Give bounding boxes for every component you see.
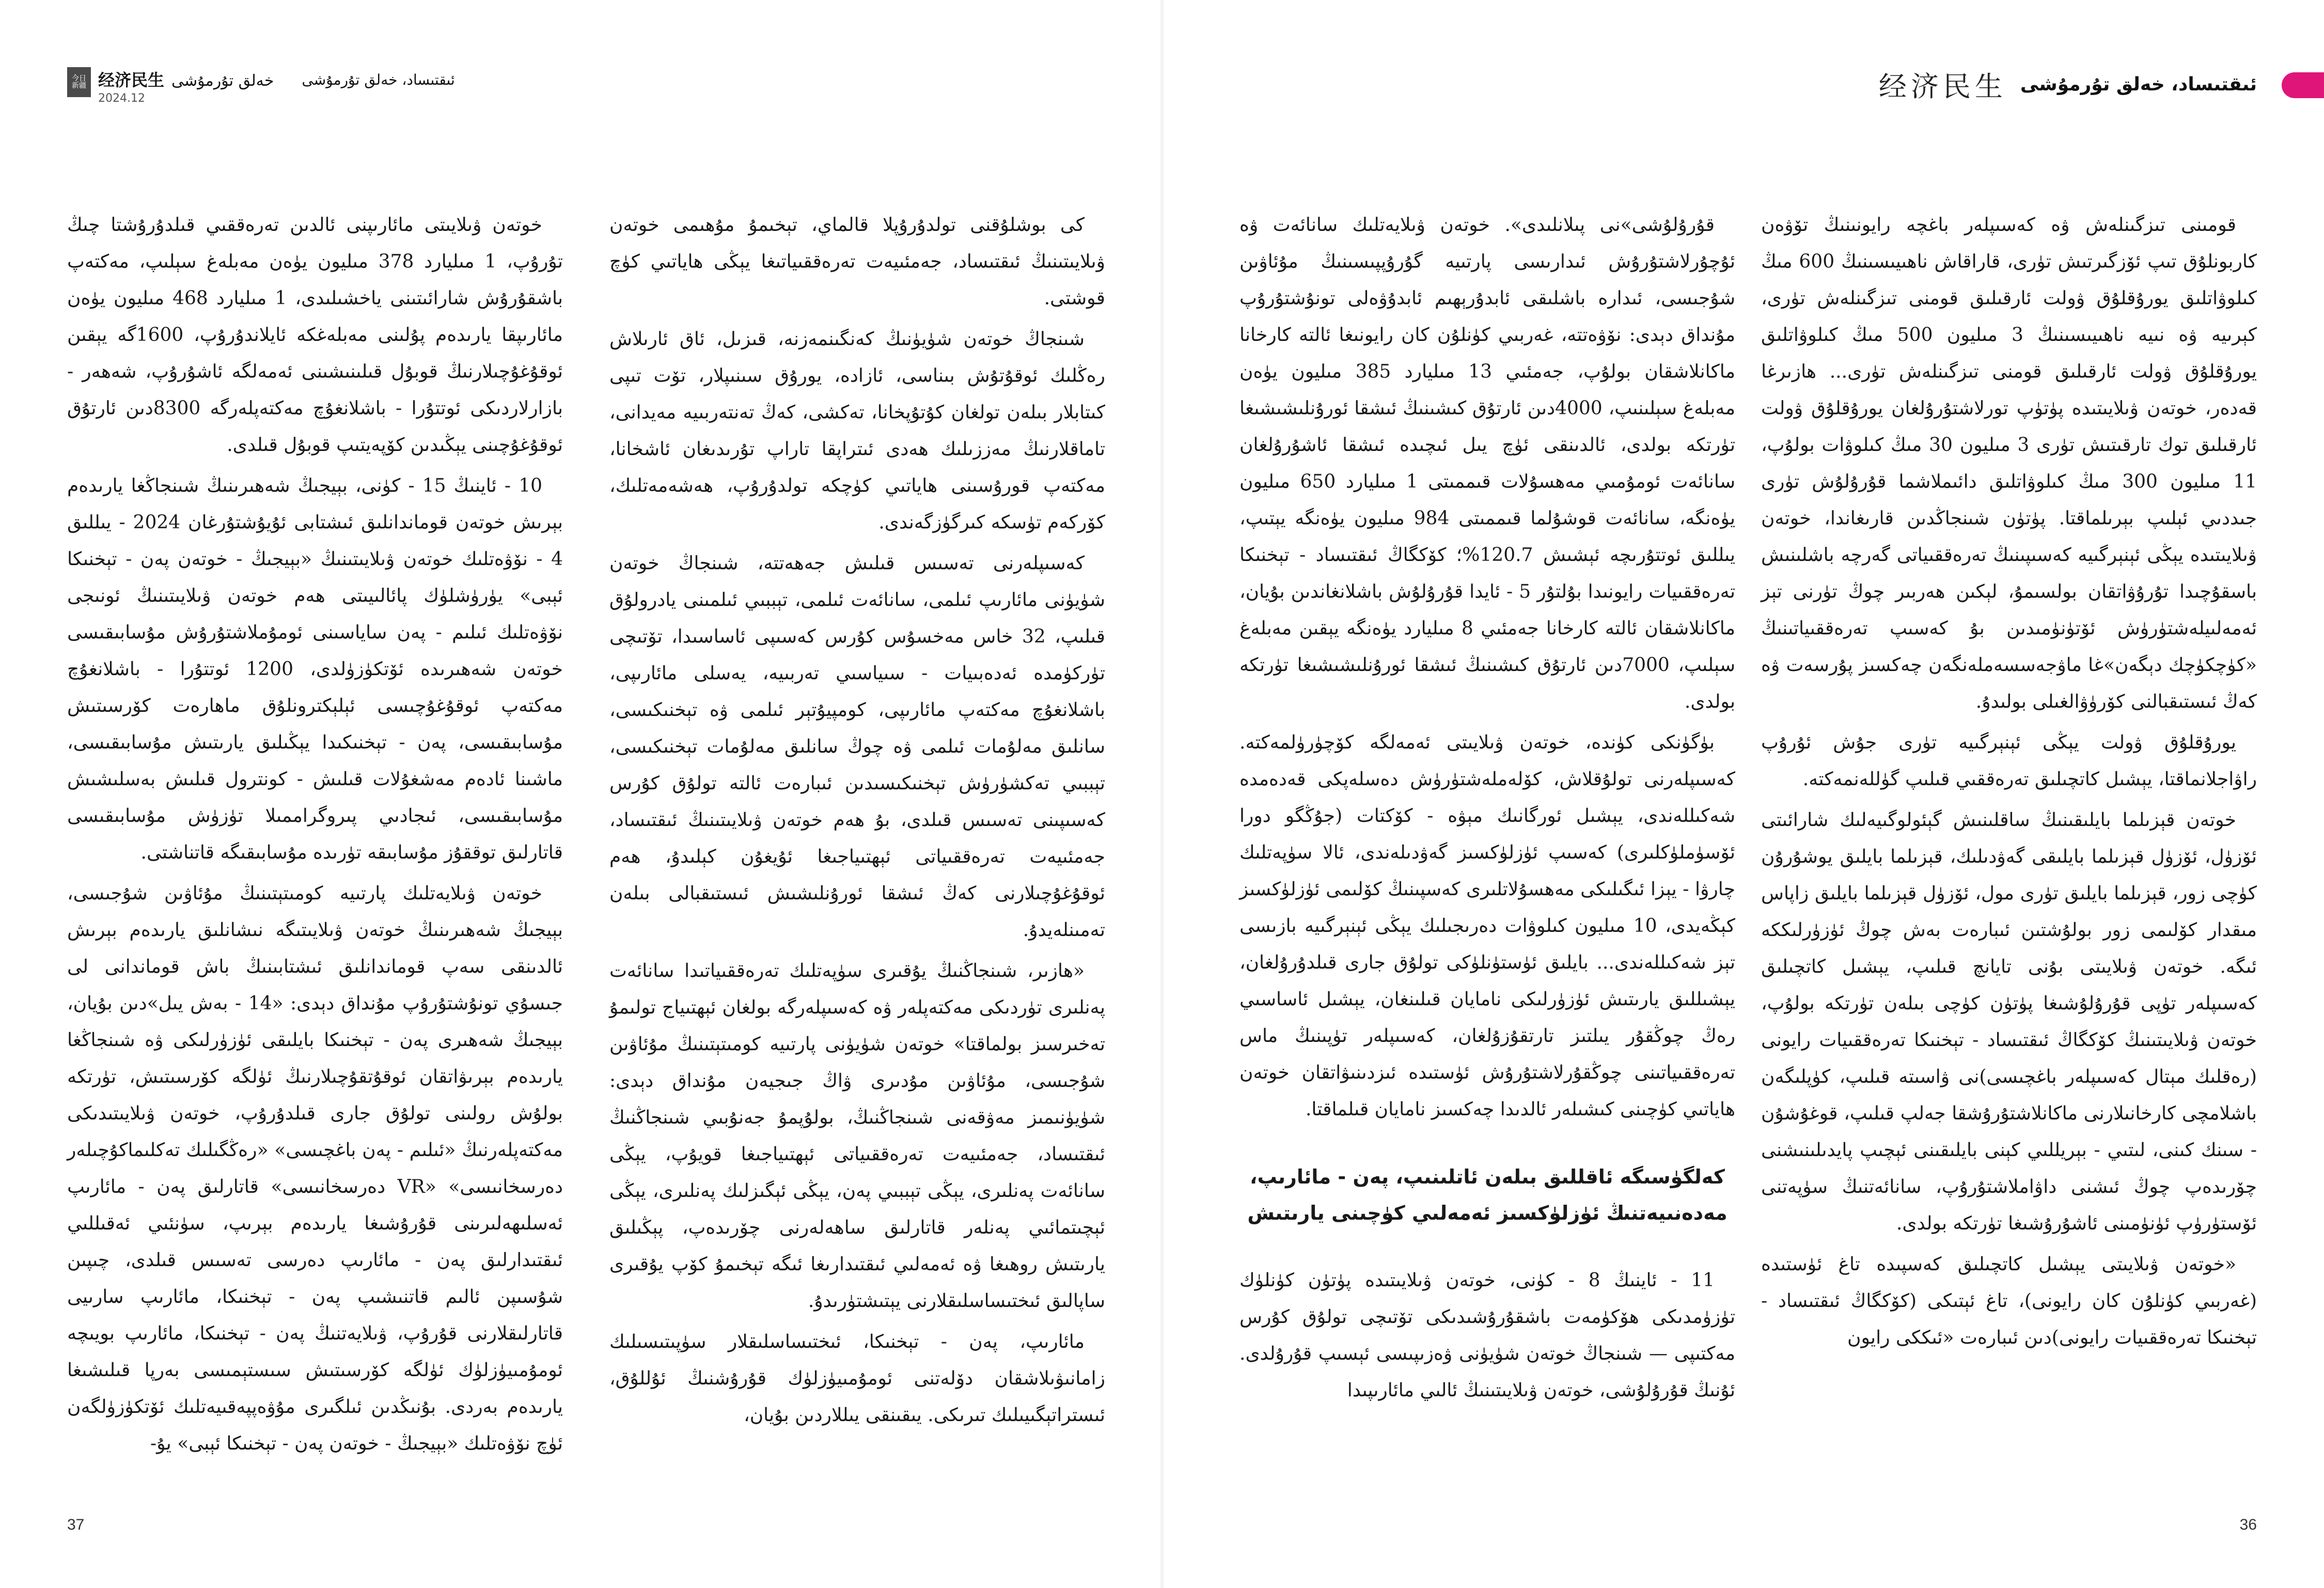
paragraph: مائارىپ، پەن - تېخنىكا، ئىختىساسلىقلار سۈپىتىسىلىك زامانىۋىلاشقان دۆلەتنى ئومۇمىيۈزلۈك قۇرۇشنىڭ ئۇللۇق، ئىستراتېگىيىلىك تىرىكى. يىقىنقى يىللاردىن بۇيان،: [609, 1331, 1105, 1426]
paragraph: خوتەن ۋىلايەتلىك پارتىيە كومىتېتىنىڭ مۇئاۋىن شۇجىسى، بېيجىڭ شەھىرىنىڭ خوتەن ۋىلايىتىگە نىشانلىق يارىدەم بېرىش ئالدىنقى سەپ قوماندانلىق ئىشتابىنىڭ باش قوماندانى لى جىسۇي تونۇشتۇرۇپ مۇنداق دېدى: «14 - بەش يىل»دىن بۇيان، بېيجىڭ شەھىرى پەن - تېخنىكا بايلىقى ئۈزۈرلىكى ۋە شىنجاڭغا يارىدەم بېرىۋاتقان ئوقۇتقۇچىلارنىڭ ئۈلگە كۆرسىتىش، تۈرتكە بولۇش رولىنى تولۇق جارى قىلدۇرۇپ، خوتەن ۋىلايىتىدىكى مەكتەپلەرنىڭ «ئىلىم - پەن باغچىسى» «رەڭگىلىك تەكلىماكۇچىلەر دەرسخانىسى» «VR دەرسخانىسى» قاتارلىق پەن - مائارىپ ئەسلىھەلىرىنى قۇرۇشىغا يارىدەم بېرىپ، سۈنئىي ئەقىللىي ئىقتىدارلىق پەن - مائارىپ دەرسى تەسىس قىلدى، چىپىن شۇسىپن ئالىم قاتنىشىپ پەن - تېخنىكا، مائارىپ سارىيى قاتارلىقلارنى قۇرۇپ، ۋىلايەتنىڭ پەن - تېخنىكا، مائارىپ بويىچە ئومۇمىيۈزلۈك ئۈلگە كۆرسىتىش سىستېمىسى بەرپا قىلىشىغا يارىدەم بەردى. بۇنىڭدىن ئىلگىرى مۇۋەپپەقىيەتلىك ئۆتكۈزۈلگەن ئۈچ نۆۋەتلىك «بېيجىڭ - خوتەن پەن - تېخنىكا ئېبى» يۇ-: [67, 883, 563, 1454]
left-header-titleblock: [98, 67, 274, 105]
paragraph: شىنجاڭ خوتەن شۈيۈنىڭ كەنگىنمەزنە، قىزىل، ئاق ئارىلاش رەڭلىك ئوقۇتۇش بىناسى، ئازادە، يورۇق سىنىپلار، تۆت تىپى كىتابلار بىلەن تولغان كۇتۇپخانا، تەكشى، كەڭ تەنتەربىيە مەيدانى، تاماقلارنىڭ مەززىلىك ھەدى ئىتراپقا تاراپ تۇرىدىغان ئاشخانا، مەكتەپ قورۇسىنى ھاياتىي كۈچكە تولدۇرۇپ، ھەشەمەتلىك، كۆركەم تۈسكە كىرگۈزگەندى.: [609, 329, 1105, 533]
magazine-title-ug: خەلق تۇرمۇشى: [171, 72, 274, 90]
section-title: ئىقتىساد، خەلق تۇرمۇشى: [2020, 74, 2257, 95]
issue-date: 2024.12: [98, 92, 145, 105]
text-column: [1761, 207, 2257, 1360]
logo-line-1: 今日: [72, 74, 86, 83]
left-header: [67, 67, 455, 103]
section-heading: كەلگۈسىگە ئاقللىق بىلەن ئاتلىنىپ، پەن - مائارىپ، مەدەنىيەتنىڭ ئۈزلۈكسىز ئەمەلىي كۈچىنى يارىتىش: [1247, 1165, 1728, 1224]
page-number: 36: [2239, 1516, 2257, 1533]
paragraph: قومىنى تىزگىنلەش ۋە كەسىپلەر باغچە رايونىنىڭ تۆۋەن كاربونلۇق تىپ ئۆزگىرتىش تۈرى، قاراقاش ناھىيىسىنىڭ 600 مىڭ كىلوۋاتلىق يورۇقلۇق ۋولت ئارقىلىق قومنى تىزگىنلەش تۈرى، كېرىيە ۋە نىيە ناھىيىسىنىڭ 3 مىليون 500 مىڭ كىلوۋاتلىق يورۇقلۇق ۋولت ئارقىلىق قومنى تىزگىنلەش تۈرى... ھازىرغا قەدەر، خوتەن ۋىلايىتىدە پۈتۈپ تورلاشتۇرۇلغان يورۇقلۇق ۋولت ئارقىلىق توك تارقىتىش تۈرى 3 مىليون 30 مىڭ كىلوۋات بولۇپ، 11 مىليون 300 مىڭ كىلوۋاتلىق دائىملاشما قۇرۇلۇش تۈرى جىددىي ئېلىپ بېرىلماقتا. پۈتۈن شىنجاڭدىن قارىغاندا، خوتەن ۋىلايىتىدە يېڭى ئېنېرگىيە كەسىپىنىڭ تەرەققىياتى گەرچە باشلىنىش باسقۇچىدا تۇرۇۋاتقان بولسىمۇ، لېكىن ھەربىر چوڭ تۈرنى تېز ئەمەلىيلەشتۈرۈش ئۆتۈنۈمىدىن بۇ كەسىپ تەرەققىياتىنىڭ «كۈچكۈچك دېگەن»غا ماۋجەسسەملەنگەن چەكسىز پۇرسەت ۋە كەڭ ئىستىقبالنى كۆرۈۋالغىلى بولىدۇ.: [1761, 214, 2257, 712]
magazine-logo: [67, 67, 91, 97]
paragraph: «خوتەن ۋىلايىتى يېشىل كاتچىلىق كەسپىدە تاغ ئۈستىدە (غەربىي كۈنلۇن كان رايونى)، تاغ ئېتىكى (كۆكگاڭ ئىقتىساد - تېخنىكا تەرەققىيات رايونى)دىن ئىبارەت «ئىككى رايون: [1761, 1254, 2257, 1348]
magazine-title-zh: 经济民生: [1878, 70, 2007, 103]
paragraph: يورۇقلۇق ۋولت يېڭى ئېنېرگىيە تۈرى جۇش ئۇرۇپ راۋاجلانماقتا، يېشىل كاتچىلىق تەرەققىي قىلىپ گۈللەنمەكتە.: [1761, 732, 2257, 790]
paragraph: 11 - ئاينىڭ 8 - كۈنى، خوتەن ۋىلايىتىدە پۈتۈن كۈنلۈك تۈزۈمدىكى ھۆكۈمەت باشقۇرۇشىدىكى تۆتىچى تولۇق كۇرس مەكتىپى — شىنجاڭ خوتەن شۈيۈنى ۋەزىپىسى ئېسىپ قۇرۇلدى. ئۇنىڭ قۇرۇلۇشى، خوتەن ۋىلايىتىنىڭ ئالىي مائارىپىدا: [1239, 1270, 1735, 1401]
logo-line-2: 新疆: [72, 82, 86, 90]
paragraph: خوتەن قېزىلما بايلىقىنىڭ ساقلىنىش گېئولوگىيەلىك شارائىتى ئۆزۈل، ئۆزۈل قېزىلما بايلىقى گەۋدىلىك، قېزىلما بايلىق يوشۇرۇن كۈچى زور، قېزىلما بايلىق تۈرى مول، ئۆزۈل قېزىلما بايلىق زاپاس مىقدار كۆلىمى زور بولۇشتىن ئىبارەت بەش چوڭ ئۈزۈرلىككە ئىگە. خوتەن ۋىلايىتى بۇنى تايانچ قىلىپ، يېشىل كاتچىلىق كەسىپلەر تۈپى قۇرۇلۇشىغا پۈتۈن كۈچى بىلەن تۈرتكە بولۇپ، خوتەن ۋىلايىتىنىڭ كۆكگاڭ ئىقتىساد - تېخنىكا تەرەققىيات رايونى (رەقلىك مېتال كەسىپلەر باغچىسى)نى ۋاسىتە قىلىپ، كۈپلىگەن باشلامچى كارخانىلارنى ماكانلاشتۇرۇشقا جەلپ قىلىپ، قوغۇشۇن - سىنك كىنى، لىتىي - بېريللىي كېنى بايلىقىنى ئېچىپ پايدىلىنىشنى چۆرىدەپ چوڭ ئىشنى داۋاملاشتۇرۇپ، سانائەتنىڭ سۈپەتنى ئۆستۈرۈپ ئۈنۈمىنى ئاشۇرۇشىغا تۈرتكە بولدى.: [1761, 809, 2257, 1234]
right-header: [1879, 65, 2257, 104]
paragraph: خوتەن ۋىلايىتى مائارىپنى ئالدىن تەرەققىي قىلدۇرۇشتا چىڭ تۇرۇپ، 1 مىليارد 378 مىليون يۈەن مەبلەغ سېلىپ، مەكتەپ باشقۇرۇش شارائىتىنى ياخشىلىدى، 1 مىليارد 468 مىليون يۈەن مائارىپقا يارىدەم پۇلىنى مەبلەغكە ئايلاندۇرۇپ، 1600گە يېقىن ئوقۇغۇچىلارنىڭ قوبۇل قىلىنىشىنى ئەمەلگە ئاشۇرۇپ، شەھەر - بازارلاردىكى ئوتتۇرا - باشلانغۇچ مەكتەپلەرگە 8300دىن ئارتۇق ئوقۇغۇچىنى يېڭىدىن كۆپەيتىپ قوبۇل قىلدى.: [67, 214, 563, 456]
text-column: [609, 207, 1105, 1438]
paragraph: قۇرۇلۇشى»نى پىلانلىدى». خوتەن ۋىلايەتلىك سانائەت ۋە ئۇچۇرلاشتۇرۇش ئىدارىسى پارتىيە گۇرۇپپىسىنىڭ مۇئاۋىن شۇجىسى، ئىدارە باشلىقى ئابدۇرېھىم ئابدۇۋەلى تونۇشتۇرۇپ مۇنداق دېدى: نۆۋەتتە، غەربىي كۈنلۇن كان رايونىغا ئالتە كارخانا ماكانلاشقان بولۇپ، جەمئىي 13 مىليارد 385 مىليون يۈەن مەبلەغ سېلىنىپ، 4000دىن ئارتۇق كىشىنىڭ ئىشقا ئورۇنلىشىشىغا تۈرتكە بولدى، ئالدىنقى ئۈچ يىل ئىچىدە ئىشقا ئاشۇرۇلغان سانائەت ئومۇمىي مەھسۇلات قىممىتى 1 مىليارد 650 مىليون يۈەنگە، سانائەت قوشۇلما قىممىتى 984 مىليون يۈەنگە يېتىپ، يىللىق ئوتتۇرىچە ئېشىش 120.7%؛ كۆكگاڭ ئىقتىساد - تېخنىكا تەرەققىيات رايونىدا بۇلتۇر 5 - ئايدا قۇرۇلۇش باشلانغاندىن بۇيان، ماكانلاشقان ئالتە كارخانا جەمئىي 8 مىليارد يۈەنگە يېقىن مەبلەغ سېلىپ، 7000دىن ئارتۇق كىشىنىڭ ئىشقا ئورۇنلىشىشىغا تۈرتكە بولدى.: [1239, 214, 1736, 712]
paragraph: كەسىپلەرنى تەسىس قىلىش جەھەتتە، شىنجاڭ خوتەن شۈيۈنى مائارىپ ئىلمى، سانائەت ئىلمى، تېببىي ئىلمىنى يادرولۇق قىلىپ، 32 خاس مەخسۇس كۇرس كەسىپى ئاساسىدا، تۆتىچى تۈركۈمدە ئەدەبىيات - سىياسىي تەربىيە، يەسلى مائارىپى، باشلانغۇچ مەكتەپ مائارىپى، كومپيۇتېر ئىلمى ۋە تېخنىكىسى، سانلىق مەلۇمات ئىلمى ۋە چوڭ سانلىق مەلۇمات تېخنىكىسى، تېببىي تەكشۈرۈش تېخنىكىسىدىن ئىبارەت ئالتە تولۇق كۇرس كەسىپىنى تەسىس قىلدى، بۇ ھەم خوتەن ۋىلايىتىنىڭ ئىقتىساد، جەمئىيەت تەرەققىياتى ئېھتىياجىغا ئۇيغۇن كېلىدۇ، ھەم ئوقۇغۇچىلارنى كەڭ ئىشقا ئورۇنلىشىش ئىستىقبالى بىلەن تەمىنلەيدۇ.: [609, 553, 1105, 941]
paragraph: «ھازىر، شىنجاڭنىڭ يۇقىرى سۈپەتلىك تەرەققىياتىدا سانائەت پەنلىرى تۈردىكى مەكتەپلەر ۋە كەسىپلەرگە بولغان ئېھتىياج تولىمۇ تەخىرسىز بولماقتا» خوتەن شۈيۈنى پارتىيە كومىتېتىنىڭ مۇئاۋىن شۇجىسى، مۇئاۋىن مۇدىرى ۋاڭ جىجيەن مۇنداق دېدى: شۈيۈنىمىز مەۋقەنى شىنجاڭنىڭ، بولۇپمۇ جەنۇبىي شىنجاڭنىڭ ئىقتىساد، جەمئىيەت تەرەققىياتى ئېھتىياجىغا قويۇپ، يېڭى سانائەت پەنلىرى، يېڭى تېببىي پەن، يېڭى ئېگىزلىك پەنلىرى، يېڭى ئېچىتمائىي پەنلەر قاتارلىق ساھەلەرنى چۆرىدەپ، پېڭىلىق يارىتىش روھىغا ۋە ئەمەلىي ئىقتىدارىغا ئىگە تېخىمۇ كۆپ يۇقىرى ساپالىق ئىختىساسلىقلارنى يېتىشتۈرىدۇ.: [609, 960, 1105, 1312]
paragraph: بۈگۈنكى كۈندە، خوتەن ۋىلايىتى ئەمەلگە كۆچۈرۈلمەكتە. كەسىپلەرنى تولۇقلاش، كۆلەملەشتۈرۈش دەسلەپكى قەدەمدە شەكىللەندى، يېشىل ئورگانىك مېۋە - كۆكتات (جۇڭگو دورا ئۆسۈملۈكلىرى) كەسىپ ئۈزلۈكسىز گەۋدىلەندى، ئالا سۈپەتلىك چارۋا - يېزا ئىگىلىكى مەھسۇلاتلىرى كەسپىنىڭ كۆلىمى ئۈزلۈكسىز كېڭەيدى، 10 مىليون كىلوۋات دەرىجىلىك يېڭى ئېنېرگىيە بازىسى تېز شەكىللەندى... بايلىق ئۈستۈنلۈكى تولۇق جارى قىلدۇرۇلغان، يېشىللىق يارىتىش ئۈزۈرلىكى نامايان قىلىنغان، يېشىل ئاساسىي رەڭ چوڭقۇر يىلتىز تارتقۇزۇلغان، كەسىپلەر تۈپىنىڭ ماس تەرەققىياتىنى چوڭقۇرلاشتۇرۇش ئۈستىدە ئىزدىنىۋاتقان خوتەن ھاياتىي كۈچىنى كىشىلەر ئالدىدا چەكسىز نامايان قىلماقتا.: [1239, 732, 1735, 1120]
paragraph: كى بوشلۇقنى تولدۇرۇپلا قالماي، تېخىمۇ مۇھىمى خوتەن ۋىلايىتىنىڭ ئىقتىساد، جەمئىيەت تەرەققىياتىغا يېڭى ھاياتىي كۈچ قوشتى.: [609, 214, 1105, 309]
paragraph: 10 - ئاينىڭ 15 - كۈنى، بېيجىڭ شەھىرىنىڭ شىنجاڭغا يارىدەم بېرىش خوتەن قوماندانلىق ئىشتابى ئۇيۇشتۇرغان 2024 - يىللىق 4 - نۆۋەتلىك خوتەن ۋىلايىتىنىڭ «بېيجىڭ - خوتەن پەن - تېخنىكا ئېبى» يۈرۈشلۈك پائالىيىتى ھەم خوتەن ۋىلايىتىنىڭ ئونىجى نۆۋەتلىك ئىلىم - پەن ساياسىنى ئومۇملاشتۇرۇش مۇسابىقىسى خوتەن شەھىرىدە ئۆتكۈزۈلدى، 1200 ئوتتۇرا - باشلانغۇچ مەكتەپ ئوقۇغۇچىسى ئېلېكترونلۇق ماھارەت كۆرسىتىش مۇسابىقىسى، پەن - تېخنىكىدا يېڭىلىق يارىتىش مۇسابىقىسى، ماشىنا ئادەم مەشغۇلات قىلىش - كونترول قىلىش بەسلىشىش مۇسابىقىسى، ئىجادىي پىروگراممىلا تۈزۈش مۇسابىقىسى قاتارلىق توققۇز مۇسابىقە تۈرىدە مۇسابىقىگە قاتناشتى.: [67, 475, 563, 863]
section-title: ئىقتىساد، خەلق تۇرمۇشى: [302, 71, 455, 88]
section-color-tab: [2282, 72, 2324, 98]
page-number: 37: [67, 1516, 85, 1533]
text-column: [1239, 207, 1735, 1413]
text-column: [67, 207, 563, 1466]
magazine-title-zh: 经济民生: [98, 70, 165, 90]
